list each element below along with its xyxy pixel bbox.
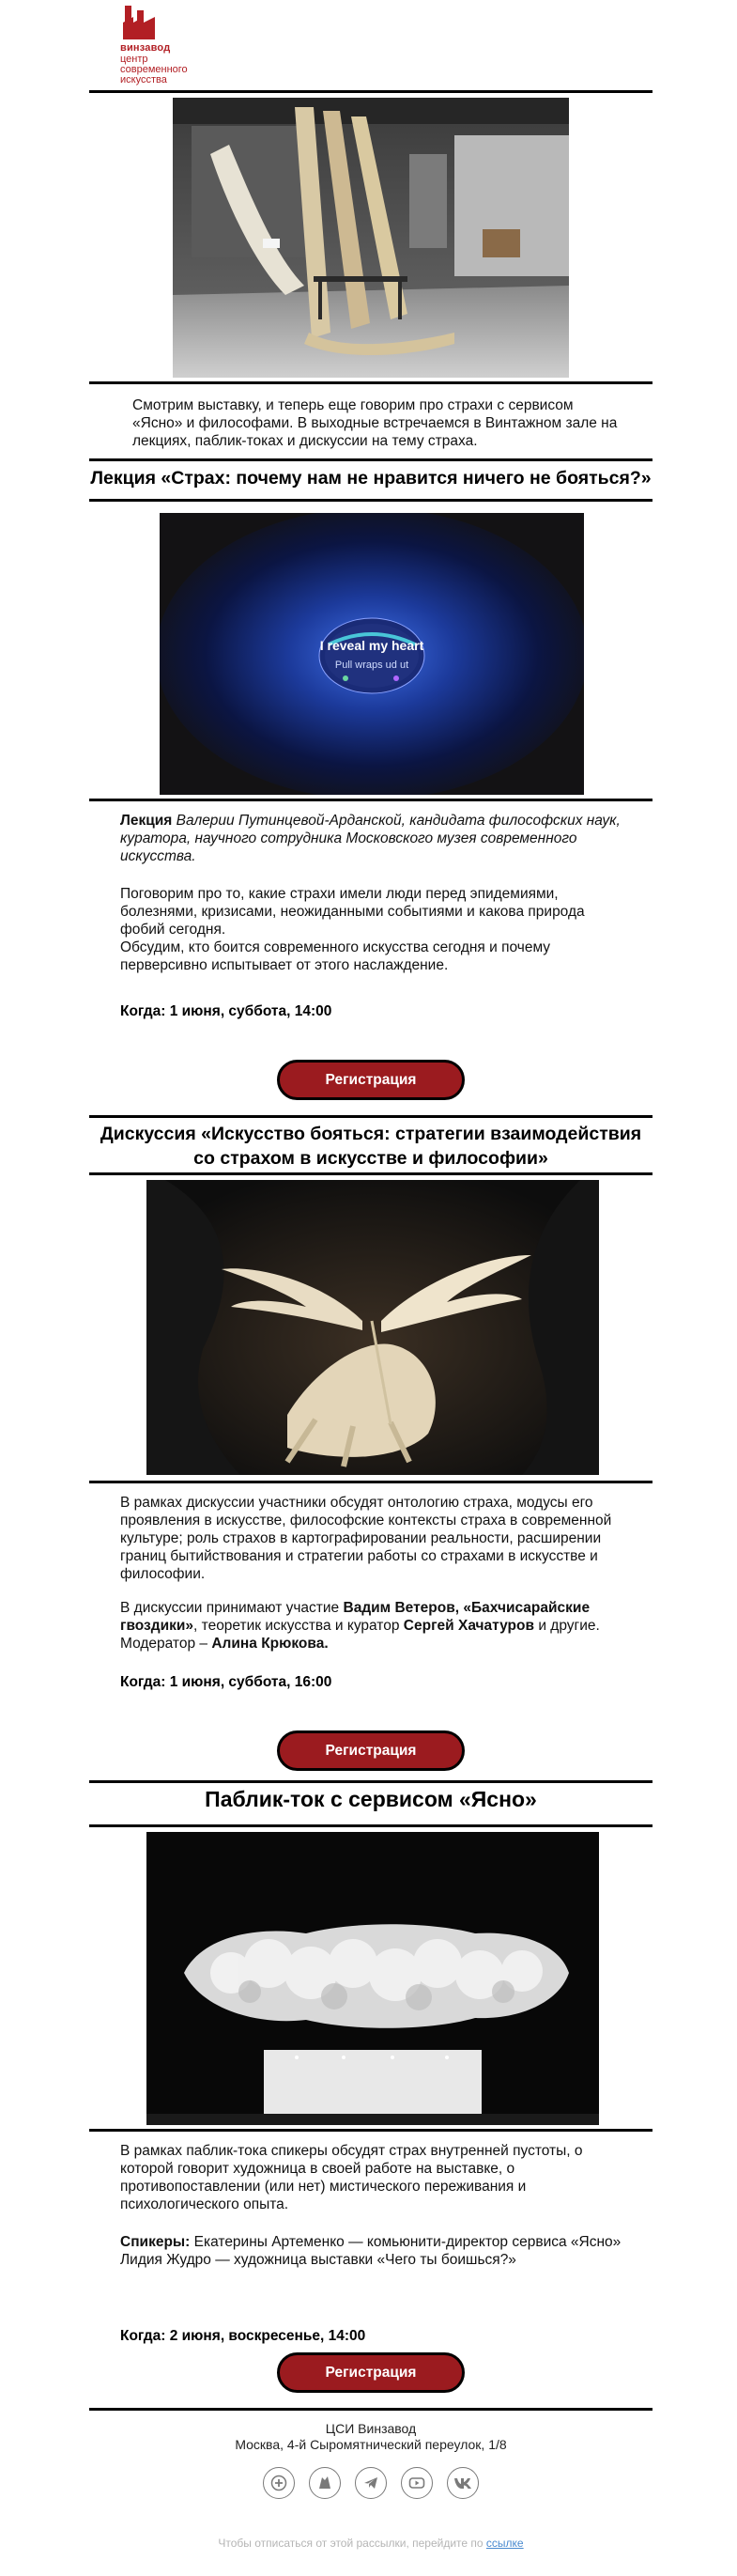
- unsubscribe-notice: Чтобы отписаться от этой рассылки, перейдите по ссылке: [218, 2537, 524, 2550]
- divider: [89, 458, 653, 461]
- event-title-discussion: Дискуссия «Искусство бояться: стратегии взаимодействия со страхом в искусстве и философии»: [100, 1124, 642, 1169]
- discussion-description: В рамках дискуссии участники обсудят онтологию страха, модусы его проявления в искусстве, философские контексты страха в современной культуре; роль страхов в картографировании реальности, расширении границ бытийствования и стратегии работы со страхами в искусстве и философии. В дискуссии принимают участие Вадим Ветеров, «Бахчисарайские гвоздики», теоретик искусства и куратор Сергей Хачатуров и другие. Модератор – Алина Крюкова.: [120, 1495, 612, 1652]
- unsubscribe-link[interactable]: ссылке: [485, 2537, 524, 2550]
- divider: [89, 1780, 653, 1783]
- divider: [89, 2129, 653, 2132]
- public-talk-datetime: Когда: 2 июня, воскресенье, 14:00: [120, 2328, 366, 2344]
- footer-org: ЦСИ Винзавод: [325, 2421, 417, 2436]
- artwork-text-1: I reveal my heart: [319, 638, 424, 653]
- divider: [89, 1172, 653, 1175]
- social-links: [263, 2467, 479, 2501]
- lecture-artwork-photo: [160, 513, 584, 795]
- boosty-icon[interactable]: [309, 2467, 341, 2499]
- event-title-lecture: Лекция «Страх: почему нам не нравится ничего не бояться?»: [90, 468, 652, 489]
- intro-text: Смотрим выставку, и теперь еще говорим про страхи с сервисом «Ясно» и философами. В выходные встречаемся в Винтажном зале на лекциях, паблик-токах и дискуссии на тему страха.: [132, 397, 618, 449]
- register-button-discussion[interactable]: Регистрация: [277, 1730, 465, 1771]
- vk-icon[interactable]: [447, 2467, 479, 2499]
- brand-subtitle: центр современного искусства: [120, 54, 188, 85]
- youtube-icon[interactable]: [401, 2467, 433, 2499]
- register-button-public-talk[interactable]: Регистрация: [277, 2352, 465, 2393]
- divider: [89, 499, 653, 502]
- event-title-public-talk: Паблик-ток с сервисом «Ясно»: [205, 1787, 537, 1811]
- lecture-description: Лекция Валерии Путинцевой-Арданской, кандидата философских наук, куратора, научного сотрудника Московского музея современного искусства. Поговорим про то, какие страхи имели люди перед эпидемиями, болезнями, кризисами, неожиданными событиями и какова природа фобий сегодня. Обсудим, кто боится современного искусства сегодня и почему перверсивно испытывает от этого наслаждение.: [120, 813, 621, 973]
- telegram-icon[interactable]: [355, 2467, 387, 2499]
- inflatable-artwork-photo: [146, 1832, 599, 2125]
- divider: [89, 2408, 653, 2411]
- footer-address: Москва, 4-й Сыромятнический переулок, 1/8: [235, 2437, 507, 2452]
- divider: [89, 90, 653, 93]
- divider: [89, 1115, 653, 1118]
- divider: [89, 1481, 653, 1483]
- plus-icon[interactable]: [263, 2467, 295, 2499]
- lecture-datetime: Когда: 1 июня, суббота, 14:00: [120, 1003, 332, 1019]
- divider: [89, 799, 653, 801]
- factory-logo-icon: [123, 4, 155, 39]
- exhibition-hall-photo: [173, 98, 569, 378]
- public-talk-description: В рамках паблик-тока спикеры обсудят страх внутренней пустоты, о которой говорит художница в своей работе на выставке, о противопоставлении (или нет) мистического переживания и психологического опыта. Спикеры: Екатерины Артеменко — комьюнити-директор сервиса «Ясно» Лидия Жудро — художница выставки «Чего ты боишься?»: [120, 2143, 622, 2268]
- discussion-datetime: Когда: 1 июня, суббота, 16:00: [120, 1674, 332, 1690]
- register-button-lecture[interactable]: Регистрация: [277, 1060, 465, 1100]
- wings-artwork-photo: [146, 1180, 599, 1475]
- divider: [89, 1824, 653, 1827]
- artwork-text-2: Pull wraps ud ut: [334, 660, 409, 671]
- divider: [89, 381, 653, 384]
- brand-name: винзавод: [120, 42, 171, 54]
- vinzavod-logo[interactable]: [120, 4, 233, 86]
